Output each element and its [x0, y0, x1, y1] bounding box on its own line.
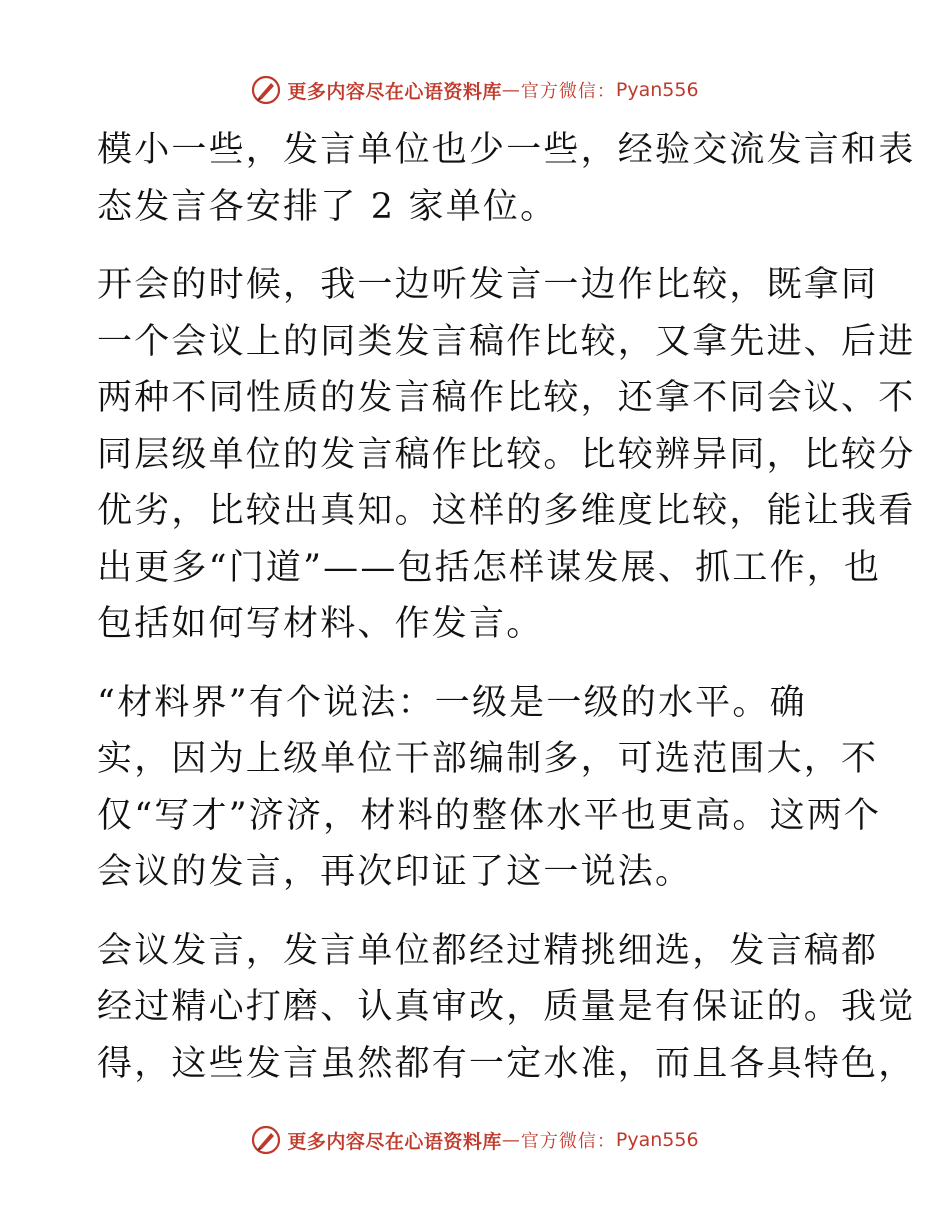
paragraph: [97, 923, 916, 1093]
paragraph: [97, 257, 916, 653]
watermark-sub: 官方微信：: [520, 81, 616, 102]
document-body: [97, 122, 916, 1114]
paragraph: [97, 122, 916, 235]
paragraph: [97, 675, 882, 901]
watermark-brand: 更多内容尽在心语资料库: [287, 1130, 502, 1153]
watermark-id: Pyan556: [615, 79, 699, 101]
watermark-id: Pyan556: [615, 1129, 699, 1151]
text-line: 出更多“门道”——包括怎样谋发展、抓工作，也: [97, 547, 882, 588]
text-line: “材料界”有个说法：一级是一级的水平。确: [97, 682, 807, 723]
text-line: 两种不同性质的发言稿作比较，还拿不同会议、不: [97, 378, 916, 418]
text-line: 态发言各安排了 2 家单位。: [97, 186, 558, 227]
text-line: 包括如何写材料、作发言。: [97, 604, 544, 644]
watermark-dash: —: [501, 79, 521, 101]
text-line: 经过精心打磨、认真审改，质量是有保证的。我觉: [97, 987, 916, 1027]
footer-watermark: [0, 1120, 950, 1160]
quill-pen-seal-icon: [251, 75, 281, 105]
text-line: 会议发言，发言单位都经过精挑细选，发言稿都: [97, 930, 879, 971]
text-line: 优劣，比较出真知。这样的多维度比较，能让我看: [97, 491, 916, 531]
text-line: 一个会议上的同类发言稿作比较，又拿先进、后进: [97, 321, 916, 362]
watermark-sub: 官方微信：: [520, 1131, 616, 1152]
watermark-brand: 更多内容尽在心语资料库: [287, 80, 502, 103]
text-line: 会议的发言，再次印证了这一说法。: [97, 852, 693, 892]
text-line: 得，这些发言虽然都有一定水准，而且各具特色，: [97, 1043, 916, 1084]
watermark-dash: —: [501, 1129, 521, 1151]
text-line: 开会的时候，我一边听发言一边作比较，既拿同: [97, 265, 879, 305]
text-line: 实，因为上级单位干部编制多，可选范围大，不: [97, 739, 879, 779]
text-line: 仅“写才”济济，材料的整体水平也更高。这两个: [97, 795, 882, 836]
text-line: 模小一些，发言单位也少一些，经验交流发言和表: [97, 130, 916, 170]
quill-pen-seal-icon: [251, 1125, 281, 1155]
text-line: 同层级单位的发言稿作比较。比较辨异同，比较分: [97, 434, 916, 475]
header-watermark: [0, 70, 950, 110]
